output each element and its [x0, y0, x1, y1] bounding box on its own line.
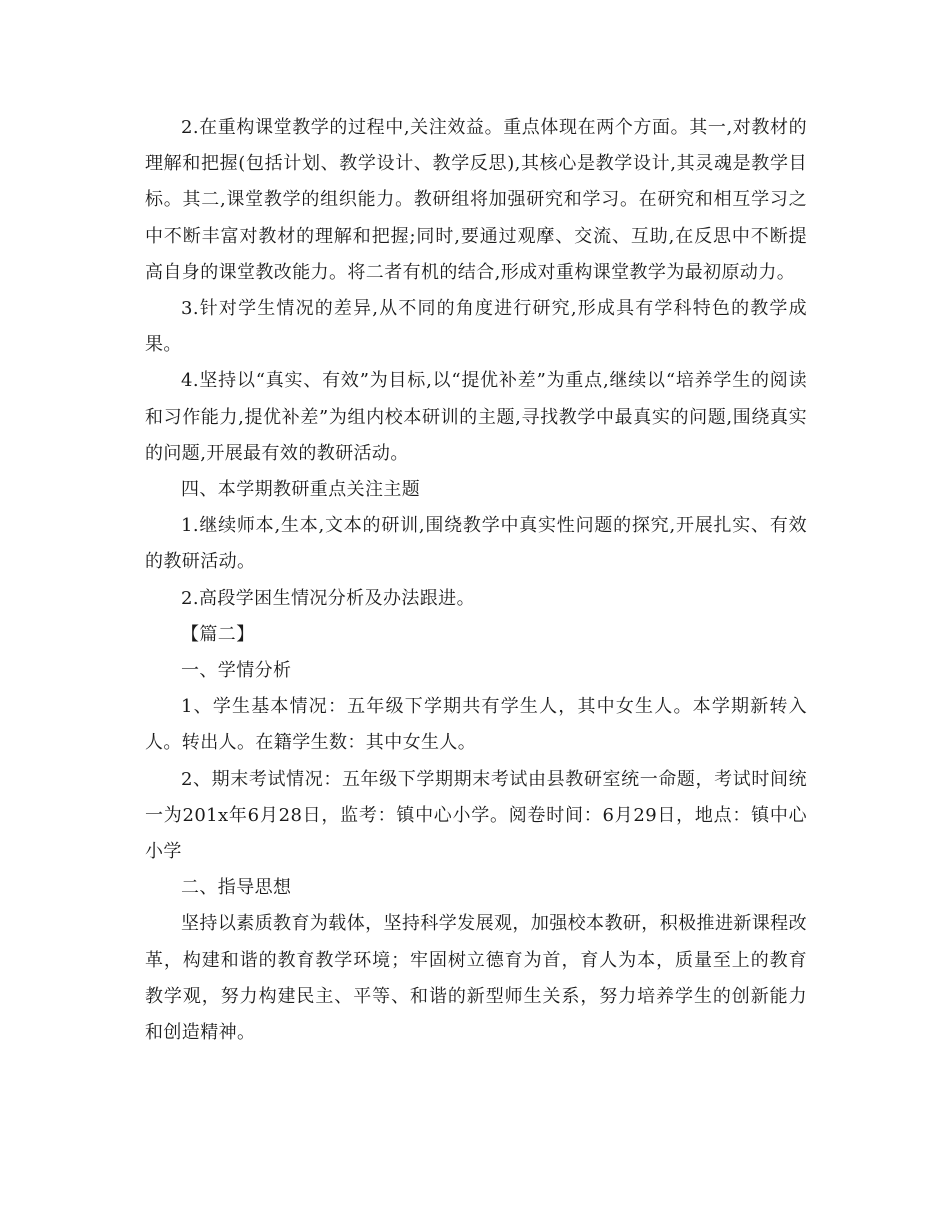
paragraph-12: 坚持以素质教育为载体，坚持科学发展观，加强校本教研，积极推进新课程改革，构建和谐的教育教学环境；牢固树立德育为首，育人为本，质量至上的教育教学观，努力构建民主、平等、和谐的新型师生关系，努力培养学生的创新能力和创造精神。 — [145, 913, 807, 1044]
section-heading-4: 四、本学期教研重点关注主题 — [181, 479, 421, 501]
paragraph-1: 2.在重构课堂教学的过程中,关注效益。重点体现在两个方面。其一,对教材的理解和把握(包括计划、教学设计、教学反思),其核心是教学设计,其灵魂是教学目标。其二,课堂教学的组织能力。教研组将加强研究和学习。在研究和相互学习之中不断丰富对教材的理解和把握;同时,要通过观摩、交流、互助,在反思中不断提高自身的课堂教改能力。将二者有机的结合,形成对重构课堂教学为最初原动力。 — [145, 117, 807, 283]
paragraph-3: 4.坚持以“真实、有效”为目标,以“提优补差”为重点,继续以“培养学生的阅读和习作能力,提优补差”为组内校本研训的主题,寻找教学中最真实的问题,围绕真实的问题,开展最有效的教研活动。 — [145, 370, 807, 464]
paragraph-2: 3.针对学生情况的差异,从不同的角度进行研究,形成具有学科特色的教学成果。 — [145, 298, 807, 356]
section-heading-2: 二、指导思想 — [181, 877, 292, 899]
paragraph-6: 2.高段学困生情况分析及办法跟进。 — [181, 587, 475, 609]
section-heading-1: 一、学情分析 — [181, 660, 292, 682]
paragraph-5: 1.继续师本,生本,文本的研训,围绕教学中真实性问题的探究,开展扎实、有效的教研活动。 — [145, 515, 807, 573]
chapter-heading: 【篇二】 — [181, 623, 255, 645]
paragraph-10: 2、期末考试情况：五年级下学期期末考试由县教研室统一命题，考试时间统一为201x年6月28日，监考：镇中心小学。阅卷时间：6月29日，地点：镇中心小学 — [145, 768, 807, 863]
paragraph-9: 1、学生基本情况：五年级下学期共有学生人，其中女生人。本学期新转入人。转出人。在籍学生数：其中女生人。 — [145, 696, 807, 754]
document-body — [145, 110, 807, 1051]
